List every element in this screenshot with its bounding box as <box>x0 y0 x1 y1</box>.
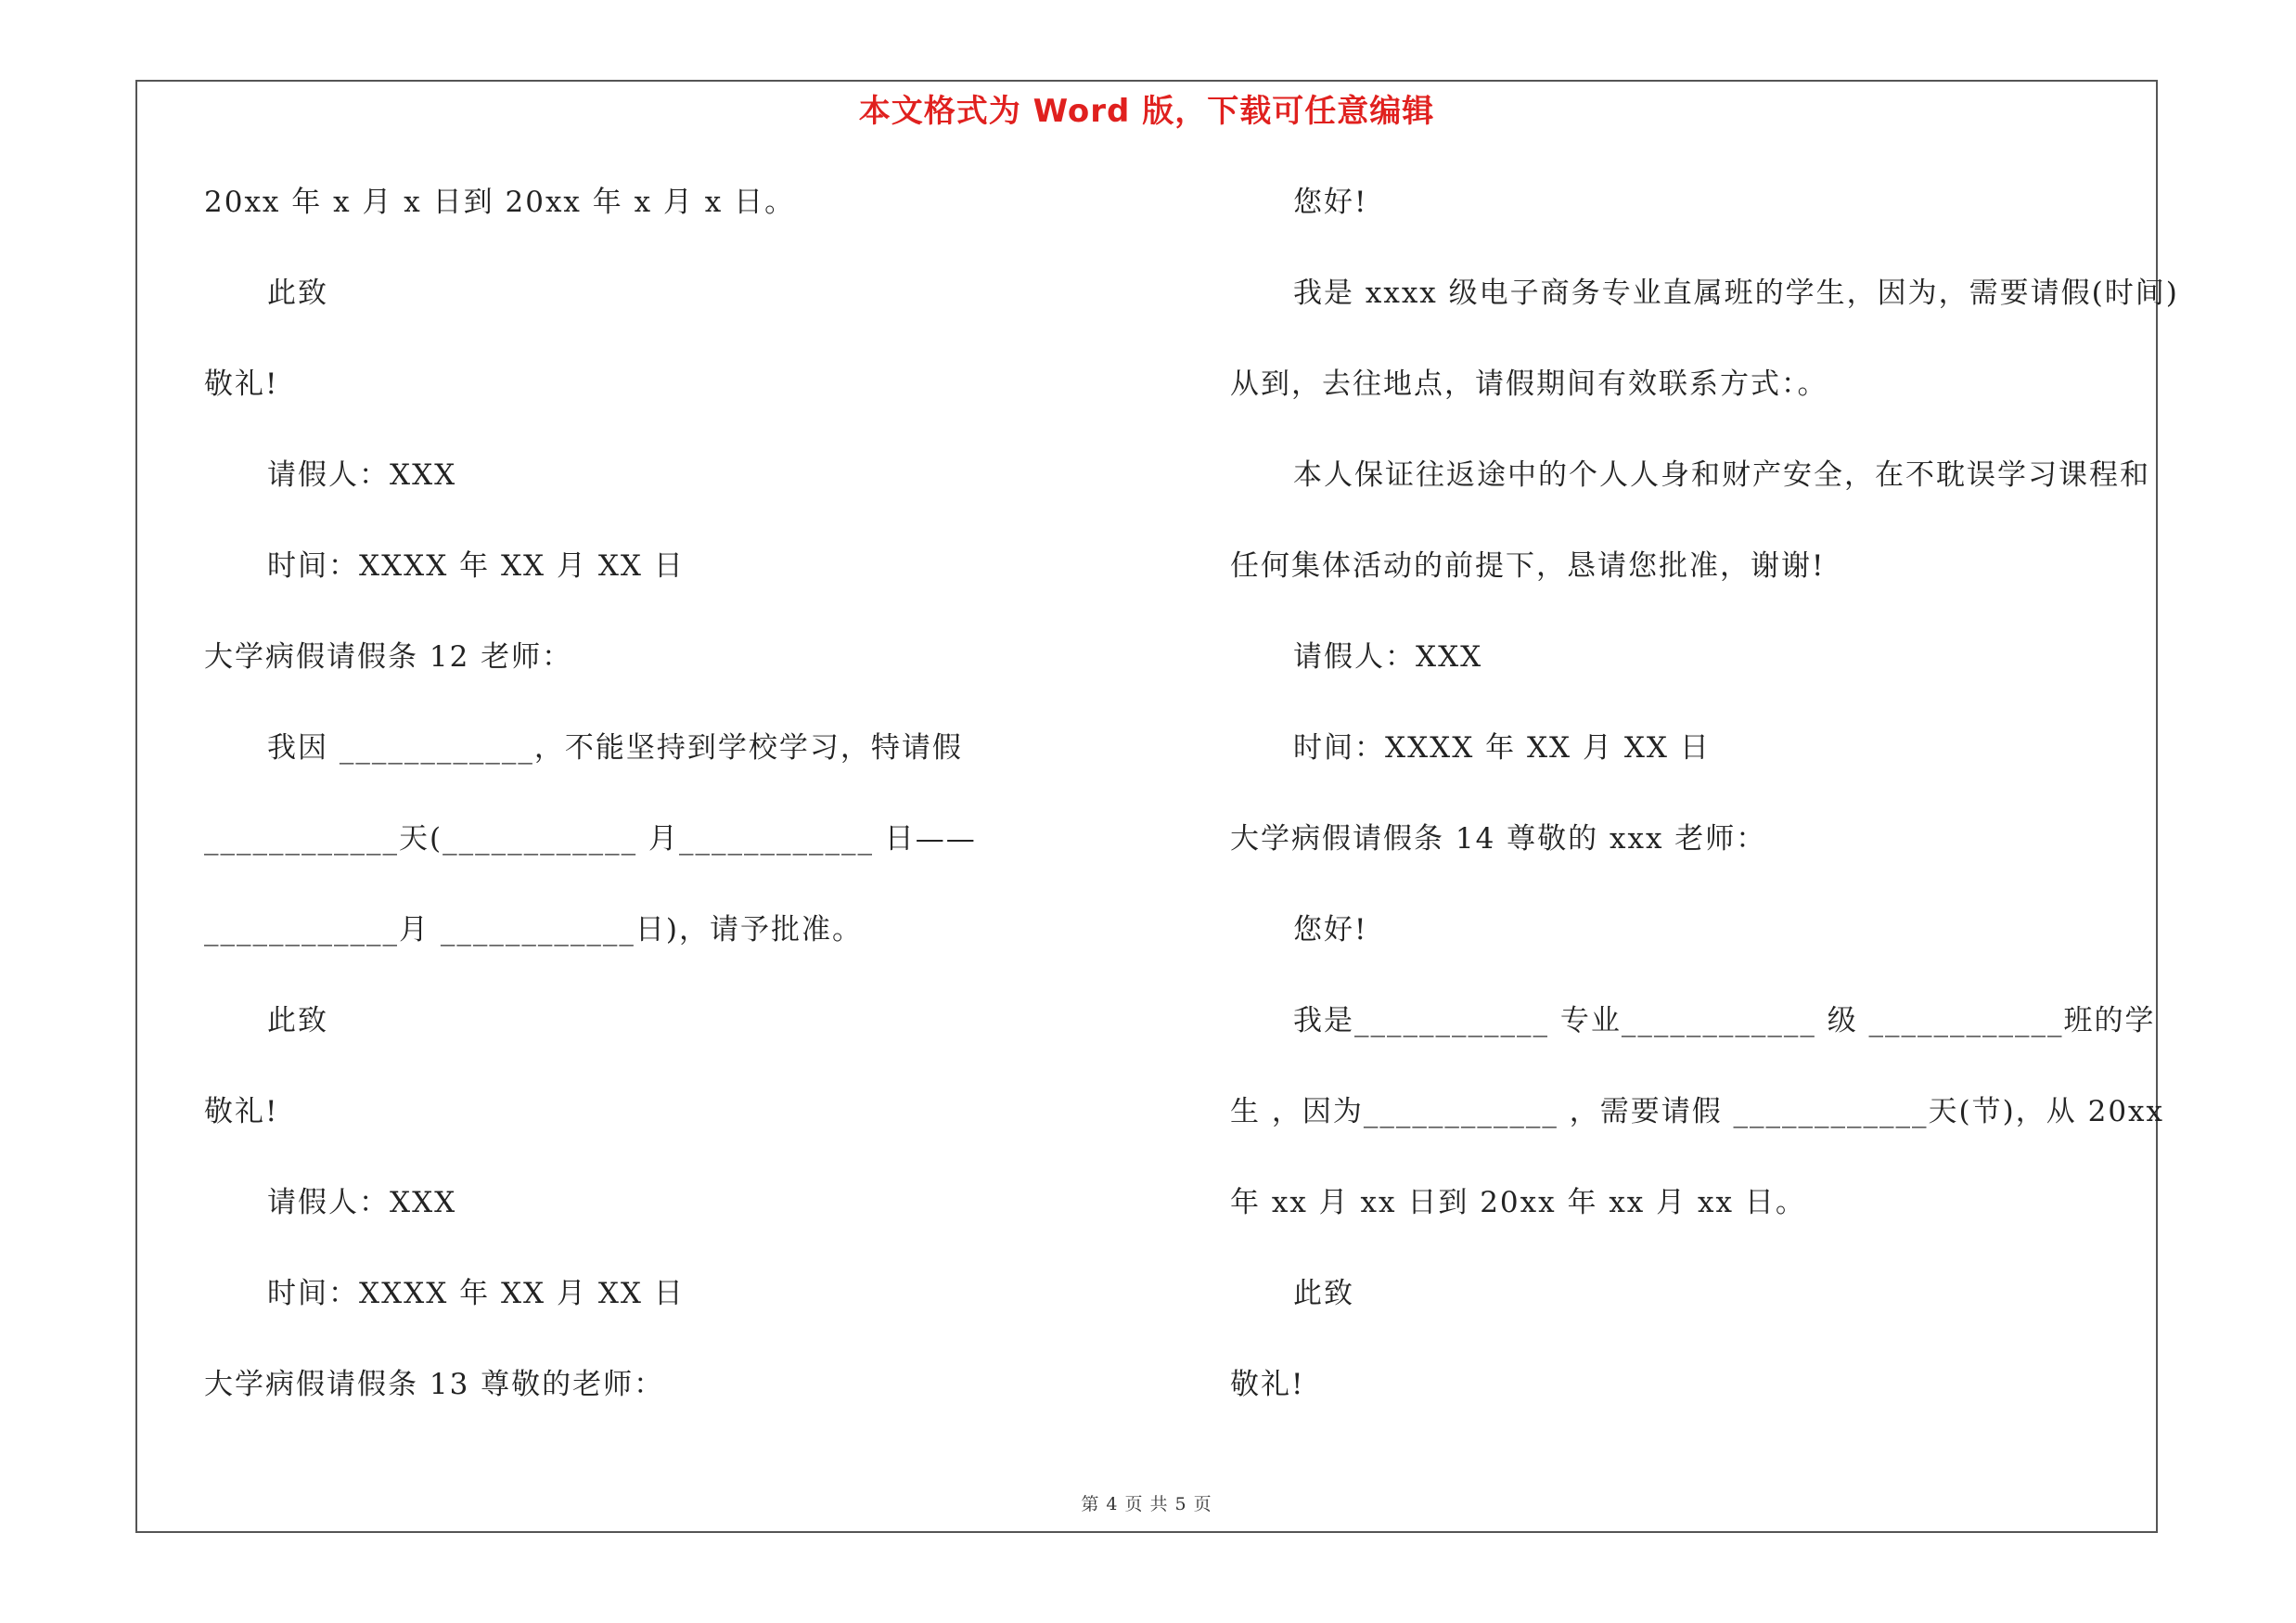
text-line: 20xx 年 x 月 x 日到 20xx 年 x 月 x 日。 <box>204 186 796 219</box>
text-line: 任何集体活动的前提下，恳请您批准，谢谢! <box>1230 549 1826 583</box>
text-line: 我是____________ 专业____________ 级 ____________班的学 <box>1293 1004 2156 1037</box>
text-line: 您好! <box>1293 186 1368 219</box>
text-line: 请假人：XXX <box>267 1186 457 1219</box>
page-number-footer: 第 4 页 共 5 页 <box>1081 1494 1212 1514</box>
text-line: 时间：XXXX 年 XX 月 XX 日 <box>267 1277 685 1310</box>
format-notice-banner: 本文格式为 Word 版，下载可任意编辑 <box>858 93 1435 130</box>
text-line: 此致 <box>267 1004 328 1037</box>
text-line: 您好! <box>1293 913 1368 947</box>
text-line: 敬礼! <box>1230 1368 1305 1401</box>
text-line: 从到，去往地点，请假期间有效联系方式：。 <box>1230 367 1828 401</box>
text-line: 请假人：XXX <box>267 458 457 492</box>
text-line: 年 xx 月 xx 日到 20xx 年 xx 月 xx 日。 <box>1230 1186 1806 1219</box>
text-line: 生 ，因为____________ ，需要请假 ____________天(节)，从 20xx <box>1230 1095 2165 1128</box>
text-line: 时间：XXXX 年 XX 月 XX 日 <box>1293 731 1711 765</box>
text-line: 请假人：XXX <box>1293 640 1483 674</box>
section-heading: 大学病假请假条 13 尊敬的老师： <box>204 1368 665 1401</box>
text-line: 本人保证往返途中的个人人身和财产安全，在不耽误学习课程和 <box>1293 458 2150 492</box>
text-line: 此致 <box>267 277 328 310</box>
section-heading: 大学病假请假条 12 老师： <box>204 640 573 674</box>
text-line: 敬礼! <box>204 1095 279 1128</box>
text-line: 此致 <box>1293 1277 1354 1310</box>
section-heading: 大学病假请假条 14 尊敬的 xxx 老师： <box>1230 822 1767 856</box>
text-line: ____________天(____________ 月____________ 日—— <box>204 822 977 856</box>
text-line: 我是 xxxx 级电子商务专业直属班的学生，因为，需要请假(时间) <box>1293 277 2179 310</box>
text-line: 敬礼! <box>204 367 279 401</box>
text-line: ____________月 ____________日)，请予批准。 <box>204 913 863 947</box>
text-line: 时间：XXXX 年 XX 月 XX 日 <box>267 549 685 583</box>
text-line: 我因 ____________，不能坚持到学校学习，特请假 <box>267 731 963 765</box>
